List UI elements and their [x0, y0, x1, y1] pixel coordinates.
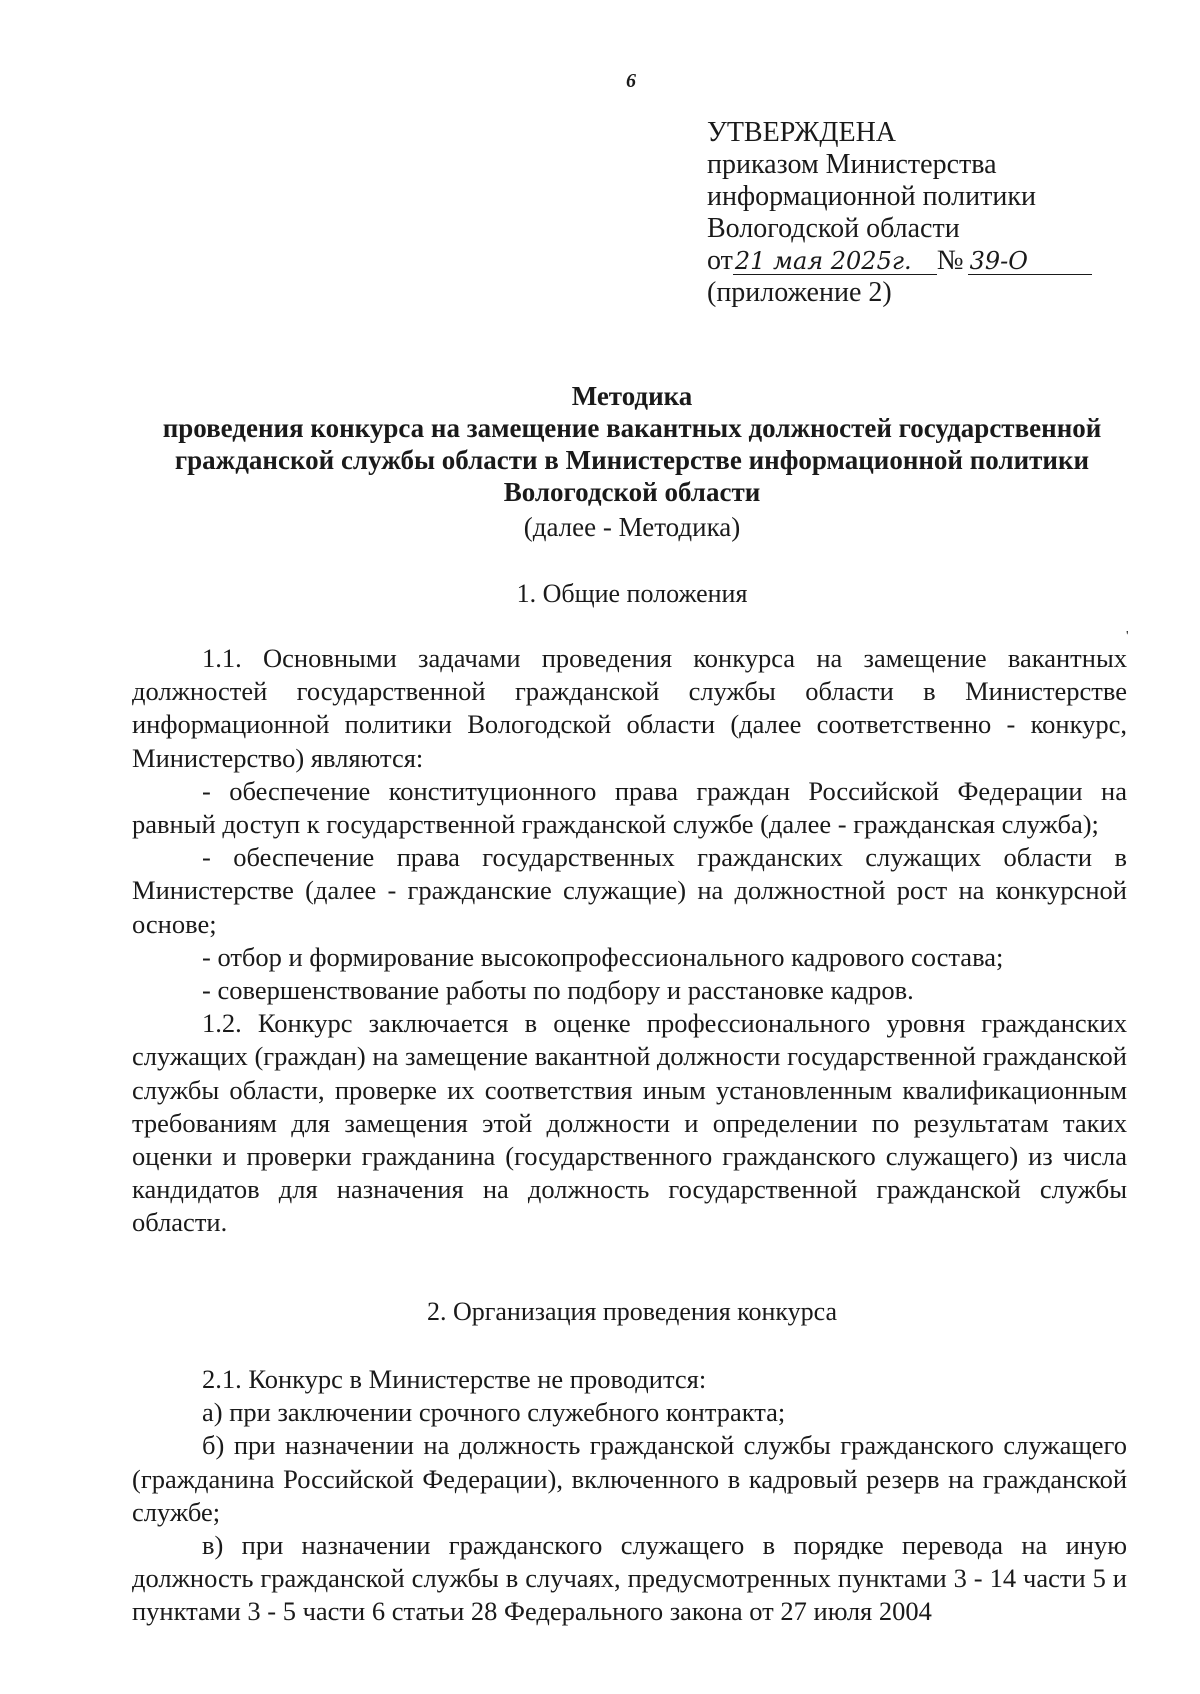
- approval-stamp-block: [707, 117, 1127, 309]
- approval-heading: УТВЕРЖДЕНА: [707, 117, 897, 148]
- paragraph: 1.1. Основными задачами проведения конкурса на замещение вакантных должностей государственной гражданской службы области в Министерстве информационной политики Вологодской области (далее соответственно - конкурс, Министерство) являются:: [132, 643, 1127, 773]
- document-subtitle: (далее - Методика): [523, 512, 741, 542]
- paragraph: 2.1. Конкурс в Министерстве не проводится:: [202, 1364, 707, 1394]
- approval-line-region: Вологодской области: [707, 213, 960, 244]
- title-line-1: Методика: [571, 381, 693, 411]
- paragraph: а) при заключении срочного служебного контракта;: [202, 1397, 786, 1428]
- number-sign: №: [936, 245, 964, 276]
- section-2-body: [132, 1363, 1127, 1629]
- paragraph: в) при назначении гражданского служащего в порядке перевода на иную должность гражданской службы в случаях, предусмотренных пунктами 3 - 14 части 5 и пунктами 3 - 5 части 6 статьи 28 Федерального закона от 27 июля 2004: [132, 1530, 1127, 1627]
- section-1-body: [132, 642, 1127, 1240]
- page-number: 6: [626, 70, 636, 92]
- title-line-3: гражданской службы области в Министерстве информационной политики: [174, 445, 1090, 475]
- date-prefix: от: [707, 245, 733, 276]
- paragraph: - отбор и формирование высокопрофессионального кадрового состава;: [202, 941, 1004, 972]
- paragraph: - обеспечение права государственных гражданских служащих области в Министерстве (далее - гражданские служащие) на должностной рост на конкурсной основе;: [132, 842, 1127, 939]
- paragraph: - совершенствование работы по подбору и расстановке кадров.: [202, 975, 914, 1006]
- approval-line-ministry: информационной политики: [707, 181, 1036, 212]
- approval-line-order: приказом Министерства: [707, 149, 997, 180]
- paragraph: - обеспечение конституционного права граждан Российской Федерации на равный доступ к государственной гражданской службе (далее - гражданская служба);: [132, 775, 1127, 840]
- approval-appendix: (приложение 2): [707, 277, 892, 308]
- paragraph: б) при назначении на должность гражданской службы гражданского служащего (гражданина Российской Федерации), включенного в кадровый резерв на гражданской службе;: [132, 1430, 1127, 1527]
- paragraph: 1.2. Конкурс заключается в оценке профессионального уровня гражданских служащих (граждан) на замещение вакантной должности государственной гражданской службы области, проверке их соответствия иным установленным квалификационным требованиям для замещения этой должности и определении по результатам таких оценки и проверки гражданина (государственного гражданского служащего) из числа кандидатов для назначения на должность государственной гражданской службы области.: [132, 1008, 1127, 1238]
- title-line-4: Вологодской области: [503, 477, 761, 507]
- document-title: [132, 380, 1132, 508]
- title-line-2: проведения конкурса на замещение вакантных должностей государственной: [162, 413, 1102, 443]
- handwritten-date: 21 мая 2025г.: [733, 248, 937, 275]
- approval-date-line: [707, 245, 1127, 277]
- section-1-heading: 1. Общие положения: [516, 579, 748, 608]
- section-2-heading: 2. Организация проведения конкурса: [426, 1297, 838, 1326]
- handwritten-number: 39-О: [968, 248, 1092, 275]
- scan-mark: ': [1126, 629, 1129, 644]
